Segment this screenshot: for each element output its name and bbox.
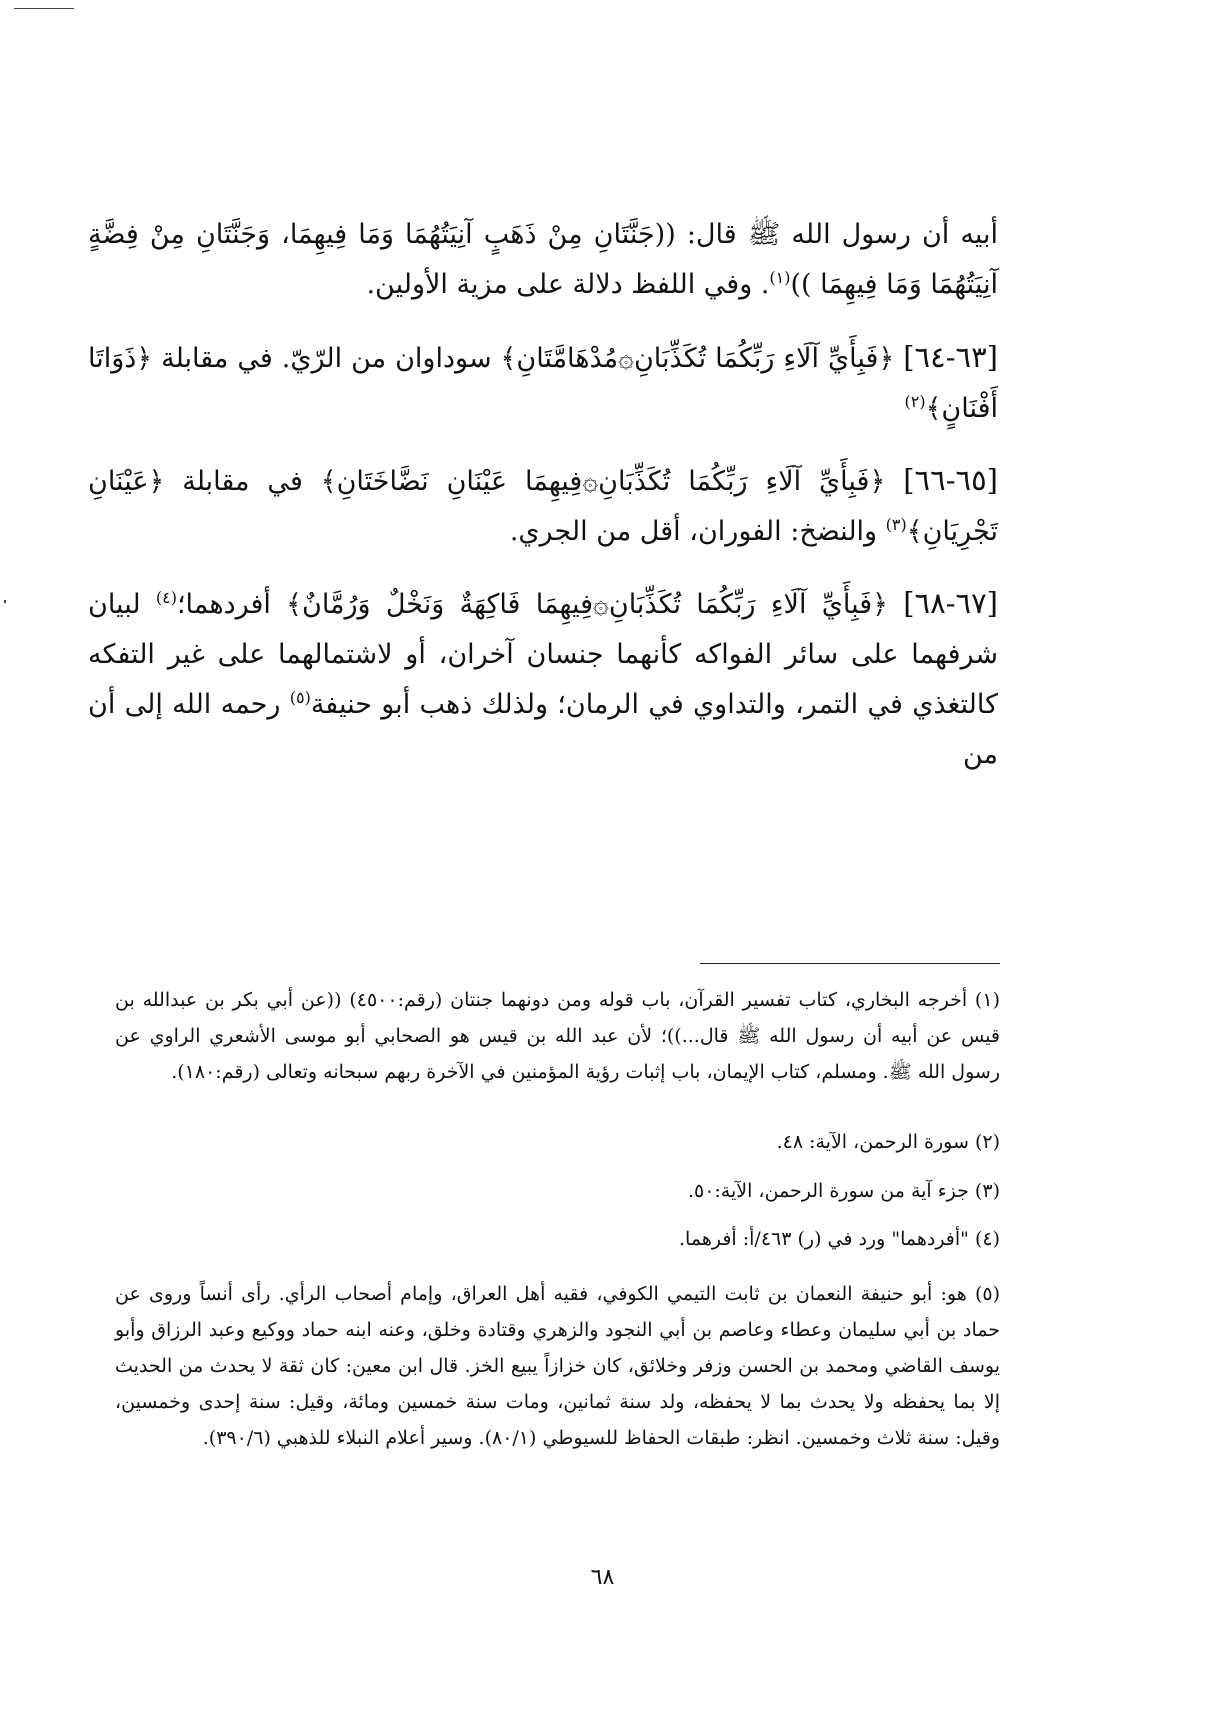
paragraph-hadith: [88, 210, 998, 310]
footnote-2: (٢) سورة الرحمن، الآية: ٤٨.: [776, 1131, 1000, 1153]
footnote-5: (٥) هو: أبو حنيفة النعمان بن ثابت التيمي الكوفي، فقيه أهل العراق، وإمام أصحاب الرأي. رأى أنساً وروى عن حماد بن أبي سليمان وعطاء وعاصم بن أبي النجود والزهري وقتادة وخلق، وعنه ابنه حماد ووكيع وعبد الرزاق وأبو يوسف القاضي ومحمد بن الحسن وزفر وخلائق، كان خزازاً يبيع الخز. قال ابن معين: كان ثقة لا يحدث من الحديث إلا بما يحفظه ولا يحدث بما لا يحفظه، ولد سنة ثمانين، ومات سنة خمسين ومائة، وقيل: سنة إحدى وخمسين، وقيل: سنة ثلاث وخمسين. انظر: طبقات الحفاظ للسيوطي (٨٠/١). وسير أعلام النبلاء للذهبي (٣٩٠/٦).: [115, 1283, 1001, 1449]
footnote-marker: (١): [769, 268, 791, 287]
paragraph-verse-65-66: [88, 455, 998, 557]
footnote-separator: [700, 963, 1000, 964]
verse-reference: [٦٧-٦٨]: [903, 586, 998, 620]
verse-text: ﴿فَبِأَيِّ آلَاءِ رَبِّكُمَا تُكَذِّبَانِ۞فِيهِمَا عَيْنَانِ نَضَّاخَتَانِ﴾ في مقابلة ﴿عَيْنَانِ تَجْرِيَانِ﴾: [88, 466, 998, 547]
verse-reference: [٦٥-٦٦]: [903, 463, 998, 497]
paragraph-text: . وفي اللفظ دلالة على مزية الأولين.: [366, 269, 770, 300]
page-number: ٦٨: [590, 1565, 615, 1590]
footnote-marker: (٤): [155, 588, 177, 607]
verse-text: ﴿فَبِأَيِّ آلَاءِ رَبِّكُمَا تُكَذِّبَانِ۞فِيهِمَا فَاكِهَةٌ وَنَخْلٌ وَرُمَّانٌ﴾ أفردهما؛: [176, 589, 904, 620]
footnote-marker: (٣): [885, 515, 907, 534]
paragraph-text: أبيه أن رسول الله ﷺ قال: ((جَنَّتَانِ مِنْ ذَهَبٍ آنِيَتُهُمَا وَمَا فِيهِمَا، وَجَنَّتَانِ مِنْ فِضَّةٍ آنِيَتُهُمَا وَمَا فِيهِمَا )): [88, 219, 998, 300]
paragraph-verse-67-68: [88, 578, 998, 780]
footnote-3: (٣) جزء آية من سورة الرحمن، الآية:٥٠.: [687, 1180, 1000, 1202]
footnote-4: (٤) "أفردهما" ورد في (ر) ٤٦٣/أ: أفرهما.: [679, 1228, 1000, 1250]
footnote-marker: (٢): [904, 392, 926, 411]
verse-text: ﴿فَبِأَيِّ آلَاءِ رَبِّكُمَا تُكَذِّبَانِ۞مُدْهَامَّتَانِ﴾ سوداوان من الرّيّ. في مقابلة ﴿ذَوَاتَا أَفْنَانٍ﴾: [88, 343, 998, 424]
paragraph-text: رحمه الله إلى أن من: [88, 689, 998, 770]
paragraph-verse-63-64: [88, 332, 998, 434]
paragraph-text: والنضخ: الفوران، أقل من الجري.: [509, 516, 886, 547]
scan-artifact: [14, 8, 74, 9]
paragraph-text: لبيان شرفهما على سائر الفواكه كأنهما جنسان آخران، أو لاشتمالهما على غير التفكه كالتغذي في التمر، والتداوي في الرمان؛ ولذلك ذهب أبو حنيفة: [88, 589, 998, 720]
footnote-1: (١) أخرجه البخاري، كتاب تفسير القرآن، باب قوله ومن دونهما جنتان (رقم:٤٥٠٠) ((عن أبي بكر بن عبدالله بن قيس عن أبيه أن رسول الله ﷺ قال...))؛ لأن عبد الله بن قيس هو الصحابي أبو موسى الأشعري الراوي عن رسول الله ﷺ. ومسلم، كتاب الإيمان، باب إثبات رؤية المؤمنين في الآخرة ربهم سبحانه وتعالى (رقم:١٨٠).: [115, 989, 1000, 1083]
scan-artifact: [4, 600, 6, 603]
footnote-marker: (٥): [289, 688, 311, 707]
verse-reference: [٦٣-٦٤]: [903, 340, 998, 374]
